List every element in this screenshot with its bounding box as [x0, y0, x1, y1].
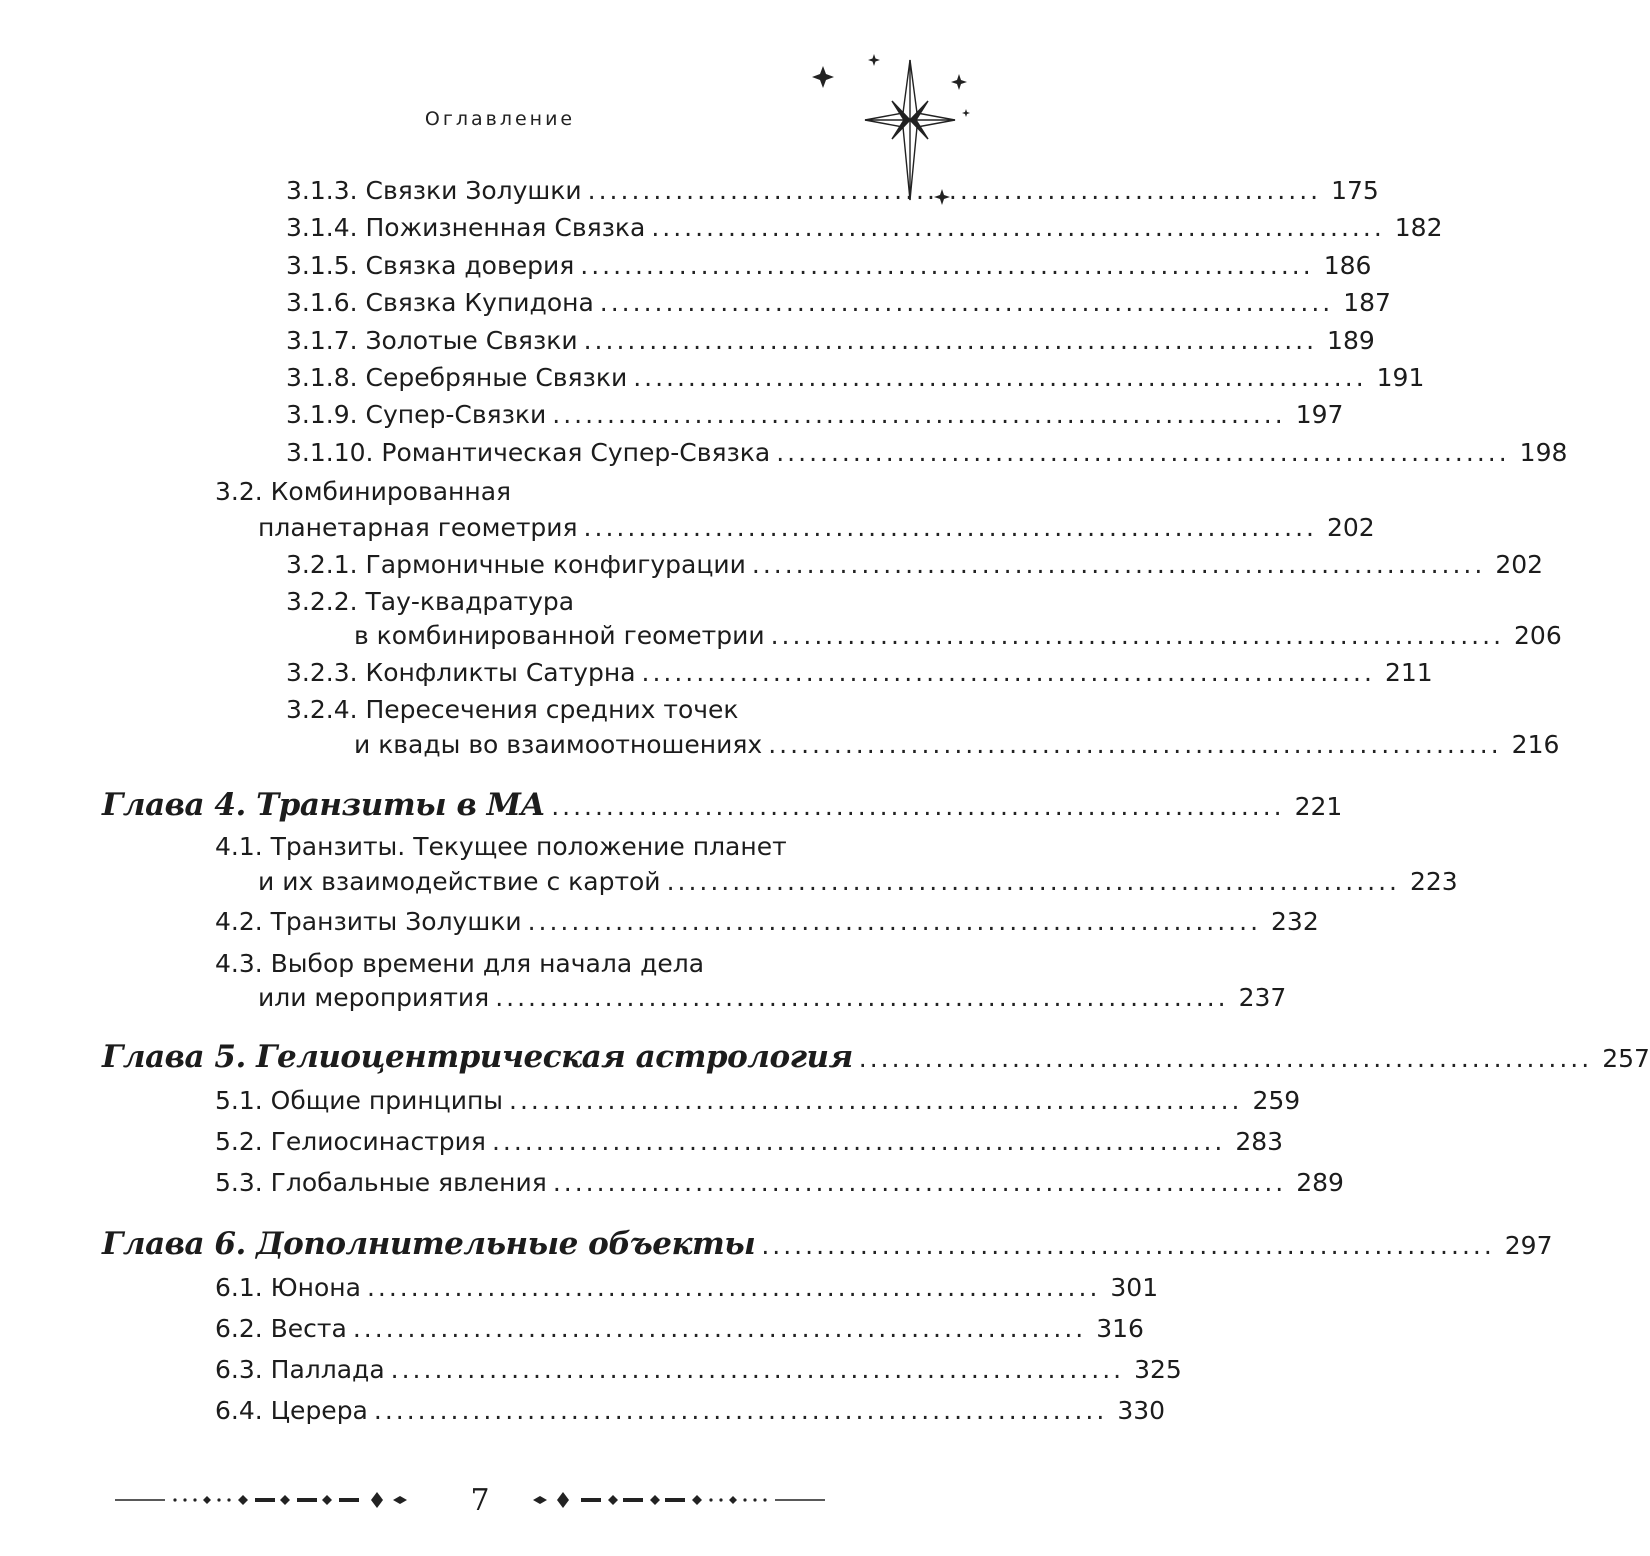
toc-entry-title: 3.1.10. Романтическая Супер-Связка [286, 438, 771, 467]
toc-entry-title: 6.4. Церера [215, 1396, 368, 1425]
leader-dots: ................................................................... [352, 1314, 1087, 1343]
toc-entry[interactable] [215, 1273, 1159, 1302]
toc-entry[interactable] [286, 550, 1544, 579]
toc-entry-page: 182 [1394, 213, 1443, 242]
leader-dots: ................................................................... [366, 1273, 1101, 1302]
chapter-heading[interactable] [102, 1039, 1650, 1075]
toc-entry-title: 3.1.4. Пожизненная Связка [286, 213, 646, 242]
toc-entry-title: 6.2. Веста [215, 1314, 347, 1343]
leader-dots: ................................................................... [666, 867, 1400, 896]
toc-entry-title-line2: в комбинированной геометрии [354, 621, 765, 650]
toc-entry-title: 6.3. Паллада [215, 1355, 385, 1384]
chapter-title: Глава 5. Гелиоцентрическая астрология [102, 1039, 853, 1075]
toc-entry[interactable] [215, 1396, 1166, 1425]
leader-dots: ................................................................... [552, 1168, 1287, 1197]
toc-entry[interactable] [215, 1127, 1284, 1156]
toc-entry-page: 202 [1495, 550, 1544, 579]
toc-entry-page: 187 [1343, 288, 1391, 317]
toc-entry-page: 259 [1252, 1086, 1301, 1115]
toc-entry-page: 301 [1110, 1273, 1159, 1302]
leader-dots: ................................................................... [390, 1355, 1125, 1384]
chapter-page: 221 [1294, 792, 1343, 821]
toc-entry-page: 216 [1511, 730, 1560, 759]
leader-dots: ................................................................... [751, 550, 1486, 579]
toc-entry-title: 5.3. Глобальные явления [215, 1168, 547, 1197]
toc-entry-title: 4.2. Транзиты Золушки [215, 907, 522, 936]
chapter-page: 257 [1602, 1044, 1650, 1073]
toc-entry-title: 3.2.3. Конфликты Сатурна [286, 658, 636, 687]
toc-entry-page: 330 [1117, 1396, 1166, 1425]
toc-entry[interactable] [286, 213, 1443, 242]
chapter-title: Глава 4. Транзиты в МА [102, 787, 546, 823]
toc-entry-page: 198 [1519, 438, 1568, 467]
toc-entry[interactable] [354, 621, 1562, 650]
leader-dots: ................................................................... [641, 658, 1375, 687]
chapter-heading[interactable] [102, 787, 1343, 823]
toc-entry-page: 223 [1410, 867, 1458, 896]
toc-entry-title: 6.1. Юнона [215, 1273, 361, 1302]
toc-entry[interactable] [286, 400, 1344, 429]
toc-entry-page: 191 [1376, 363, 1425, 392]
toc-entry-title: 3.1.8. Серебряные Связки [286, 363, 628, 392]
toc-entry-title-line2: или мероприятия [258, 983, 490, 1012]
toc-entry-page: 289 [1296, 1168, 1344, 1197]
toc-entry-title: 3.1.6. Связка Купидона [286, 288, 594, 317]
leader-dots: ................................................................... [776, 438, 1510, 467]
leader-dots: ................................................................... [527, 907, 1262, 936]
leader-dots: ................................................................... [583, 326, 1318, 355]
toc-entry-title-line2: и их взаимодействие с картой [258, 867, 661, 896]
toc-entry-page: 283 [1235, 1127, 1284, 1156]
toc-entry-title-line2: планетарная геометрия [258, 513, 578, 542]
toc-entry-page: 316 [1096, 1314, 1144, 1343]
leader-dots: ................................................................... [551, 792, 1285, 821]
ornament-line-icon [525, 1480, 825, 1520]
toc-entry-page: 202 [1326, 513, 1375, 542]
leader-dots: ................................................................... [509, 1086, 1243, 1115]
toc-entry[interactable] [286, 251, 1372, 280]
toc-entry[interactable] [258, 513, 1375, 542]
toc-entry-page: 211 [1384, 658, 1433, 687]
toc-entry-title-line2: и квады во взаимоотношениях [354, 730, 763, 759]
toc-entry[interactable] [258, 983, 1287, 1012]
page-number: 7 [470, 1483, 490, 1518]
leader-dots: ................................................................... [761, 1231, 1495, 1260]
leader-dots: ................................................................... [580, 251, 1314, 280]
ornament-line-icon [115, 1480, 415, 1520]
toc-entry-title-line1: 3.2.4. Пересечения средних точек [286, 695, 739, 724]
leader-dots: ................................................................... [858, 1044, 1593, 1073]
toc-entry-title: 5.1. Общие принципы [215, 1086, 504, 1115]
leader-dots: ................................................................... [491, 1127, 1226, 1156]
leader-dots: ................................................................... [552, 400, 1286, 429]
toc-entry[interactable] [215, 907, 1319, 936]
toc-entry-title: 5.2. Гелиосинастрия [215, 1127, 486, 1156]
toc-entry-page: 197 [1295, 400, 1344, 429]
toc-entry[interactable] [215, 1314, 1144, 1343]
toc-entry[interactable] [215, 1355, 1182, 1384]
chapter-title: Глава 6. Дополнительные объекты [102, 1226, 756, 1262]
toc-entry-title: 3.1.9. Супер-Связки [286, 400, 547, 429]
leader-dots: ................................................................... [633, 363, 1367, 392]
toc-entry[interactable] [286, 363, 1425, 392]
toc-entry[interactable] [258, 867, 1458, 896]
toc-entry[interactable] [215, 1168, 1344, 1197]
chapter-page: 297 [1504, 1231, 1553, 1260]
leader-dots: ................................................................... [587, 176, 1322, 205]
leader-dots: ................................................................... [651, 213, 1385, 242]
toc-entry-title-line1: 3.2.2. Тау-квадратура [286, 587, 575, 616]
running-header: Оглавление [424, 108, 576, 130]
leader-dots: ................................................................... [770, 621, 1505, 650]
toc-entry-title-line1: 4.3. Выбор времени для начала дела [215, 949, 705, 978]
toc-entry-title-line1: 3.2. Комбинированная [215, 477, 512, 506]
toc-entry-title: 3.1.5. Связка доверия [286, 251, 575, 280]
toc-entry-title: 3.1.3. Связки Золушки [286, 176, 582, 205]
toc-entry[interactable] [286, 326, 1375, 355]
leader-dots: ................................................................... [495, 983, 1229, 1012]
toc-entry-page: 325 [1134, 1355, 1182, 1384]
chapter-heading[interactable] [102, 1226, 1553, 1262]
toc-entry-page: 189 [1327, 326, 1375, 355]
toc-entry-title-line1: 4.1. Транзиты. Текущее положение планет [215, 832, 787, 861]
toc-entry-page: 232 [1271, 907, 1319, 936]
leader-dots: ................................................................... [768, 730, 1502, 759]
toc-entry-page: 186 [1323, 251, 1372, 280]
toc-entry-title: 3.1.7. Золотые Связки [286, 326, 578, 355]
leader-dots: ................................................................... [599, 288, 1334, 317]
toc-entry[interactable] [215, 1086, 1301, 1115]
toc-entry[interactable] [286, 658, 1433, 687]
toc-entry-page: 206 [1514, 621, 1562, 650]
leader-dots: ................................................................... [583, 513, 1317, 542]
toc-entry-page: 175 [1331, 176, 1379, 205]
toc-entry[interactable] [286, 176, 1379, 205]
toc-entry[interactable] [286, 438, 1568, 467]
toc-entry[interactable] [286, 288, 1391, 317]
leader-dots: ................................................................... [373, 1396, 1108, 1425]
toc-entry-title: 3.2.1. Гармоничные конфигурации [286, 550, 746, 579]
toc-entry[interactable] [354, 730, 1560, 759]
toc-entry-page: 237 [1238, 983, 1287, 1012]
